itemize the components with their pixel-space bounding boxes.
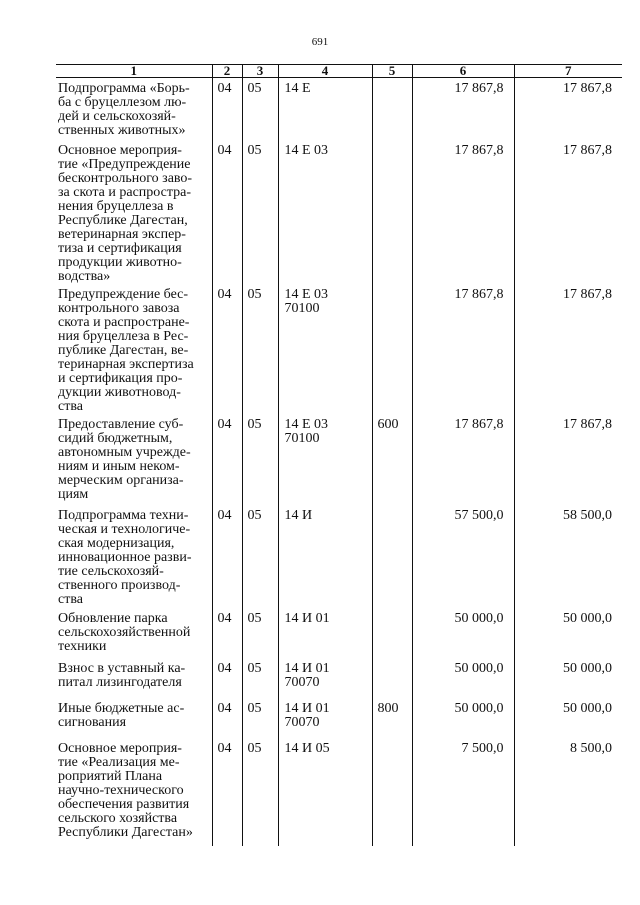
expense-type-code (372, 140, 412, 284)
amount-year-1: 7 500,0 (412, 738, 514, 846)
table-row (56, 698, 622, 738)
amount-year-1: 17 867,8 (412, 414, 514, 505)
section-code: 04 (212, 78, 242, 140)
subsection-code: 05 (242, 738, 278, 846)
subsection-code: 05 (242, 658, 278, 698)
table-row (56, 284, 622, 414)
table-row (56, 658, 622, 698)
amount-year-2: 58 500,0 (514, 505, 622, 608)
target-article-code: 14 Е 03 70100 (278, 284, 372, 414)
expense-type-code (372, 78, 412, 140)
table-row (56, 505, 622, 608)
section-code: 04 (212, 658, 242, 698)
subsection-code: 05 (242, 608, 278, 658)
expense-type-code: 800 (372, 698, 412, 738)
amount-year-1: 50 000,0 (412, 698, 514, 738)
amount-year-2: 17 867,8 (514, 140, 622, 284)
subsection-code: 05 (242, 505, 278, 608)
amount-year-1: 57 500,0 (412, 505, 514, 608)
subsection-code: 05 (242, 698, 278, 738)
budget-table (56, 64, 622, 846)
section-code: 04 (212, 698, 242, 738)
item-name: Иные бюджетные ас- сигнования (58, 700, 185, 730)
section-code: 04 (212, 505, 242, 608)
expense-type-code: 600 (372, 414, 412, 505)
subsection-code: 05 (242, 284, 278, 414)
expense-type-code (372, 284, 412, 414)
section-code: 04 (212, 738, 242, 846)
section-code: 04 (212, 414, 242, 505)
subsection-code: 05 (242, 140, 278, 284)
target-article-code: 14 И 01 70070 (278, 658, 372, 698)
item-name: Основное мероприя- тие «Реализация ме- роприятий Плана научно-технического обеспечения развития сельского хозяйства Республики Дагестан» (58, 740, 193, 840)
target-article-code: 14 Е (278, 78, 372, 140)
expense-type-code (372, 505, 412, 608)
header-col-3: 3 (242, 65, 278, 78)
item-name: Подпрограмма техни- ческая и технологиче- ская модернизация, инновационное разви- тие сельскохозяй- ственного производ- ства (58, 507, 192, 607)
header-col-4: 4 (278, 65, 372, 78)
table-header (56, 65, 622, 78)
target-article-code: 14 Е 03 70100 (278, 414, 372, 505)
amount-year-1: 50 000,0 (412, 608, 514, 658)
amount-year-1: 17 867,8 (412, 284, 514, 414)
page-number: 691 (311, 36, 329, 48)
header-col-2: 2 (212, 65, 242, 78)
header-col-1: 1 (56, 65, 212, 78)
item-name: Предоставление суб- сидий бюджетным, автономным учрежде- ниям и иным неком- мерческим организа- циям (58, 416, 191, 502)
header-col-7: 7 (514, 65, 622, 78)
target-article-code: 14 И 05 (278, 738, 372, 846)
table-row (56, 738, 622, 846)
expense-type-code (372, 658, 412, 698)
header-col-5: 5 (372, 65, 412, 78)
target-article-code: 14 И 01 70070 (278, 698, 372, 738)
subsection-code: 05 (242, 414, 278, 505)
section-code: 04 (212, 284, 242, 414)
table-row (56, 414, 622, 505)
amount-year-1: 50 000,0 (412, 658, 514, 698)
amount-year-2: 50 000,0 (514, 698, 622, 738)
table-row (56, 78, 622, 140)
amount-year-2: 17 867,8 (514, 78, 622, 140)
target-article-code: 14 Е 03 (278, 140, 372, 284)
item-name: Основное мероприя- тие «Предупреждение бесконтрольного заво- за скота и распростра- нения бруцеллеза в Республике Дагестан, ветеринарная экспер- тиза и сертификация продукции животно- водства» (58, 142, 193, 284)
table-body (56, 78, 622, 846)
expense-type-code (372, 738, 412, 846)
target-article-code: 14 И (278, 505, 372, 608)
table-row (56, 140, 622, 284)
section-code: 04 (212, 608, 242, 658)
header-row (56, 65, 622, 78)
amount-year-1: 17 867,8 (412, 140, 514, 284)
amount-year-2: 17 867,8 (514, 414, 622, 505)
amount-year-2: 8 500,0 (514, 738, 622, 846)
header-col-6: 6 (412, 65, 514, 78)
item-name: Подпрограмма «Борь- ба с бруцеллезом лю- дей и сельскохозяй- ственных животных» (58, 81, 190, 138)
amount-year-1: 17 867,8 (412, 78, 514, 140)
target-article-code: 14 И 01 (278, 608, 372, 658)
subsection-code: 05 (242, 78, 278, 140)
amount-year-2: 50 000,0 (514, 658, 622, 698)
item-name: Обновление парка сельскохозяйственной техники (58, 610, 191, 654)
item-name: Взнос в уставный ка- питал лизингодателя (58, 660, 186, 690)
amount-year-2: 17 867,8 (514, 284, 622, 414)
expense-type-code (372, 608, 412, 658)
section-code: 04 (212, 140, 242, 284)
item-name: Предупреждение бес- контрольного завоза скота и распростране- ния бруцеллеза в Рес- публике Дагестан, ве- теринарная экспертиза и сертификация про- дукции животновод- ства (58, 286, 194, 414)
amount-year-2: 50 000,0 (514, 608, 622, 658)
table-row (56, 608, 622, 658)
